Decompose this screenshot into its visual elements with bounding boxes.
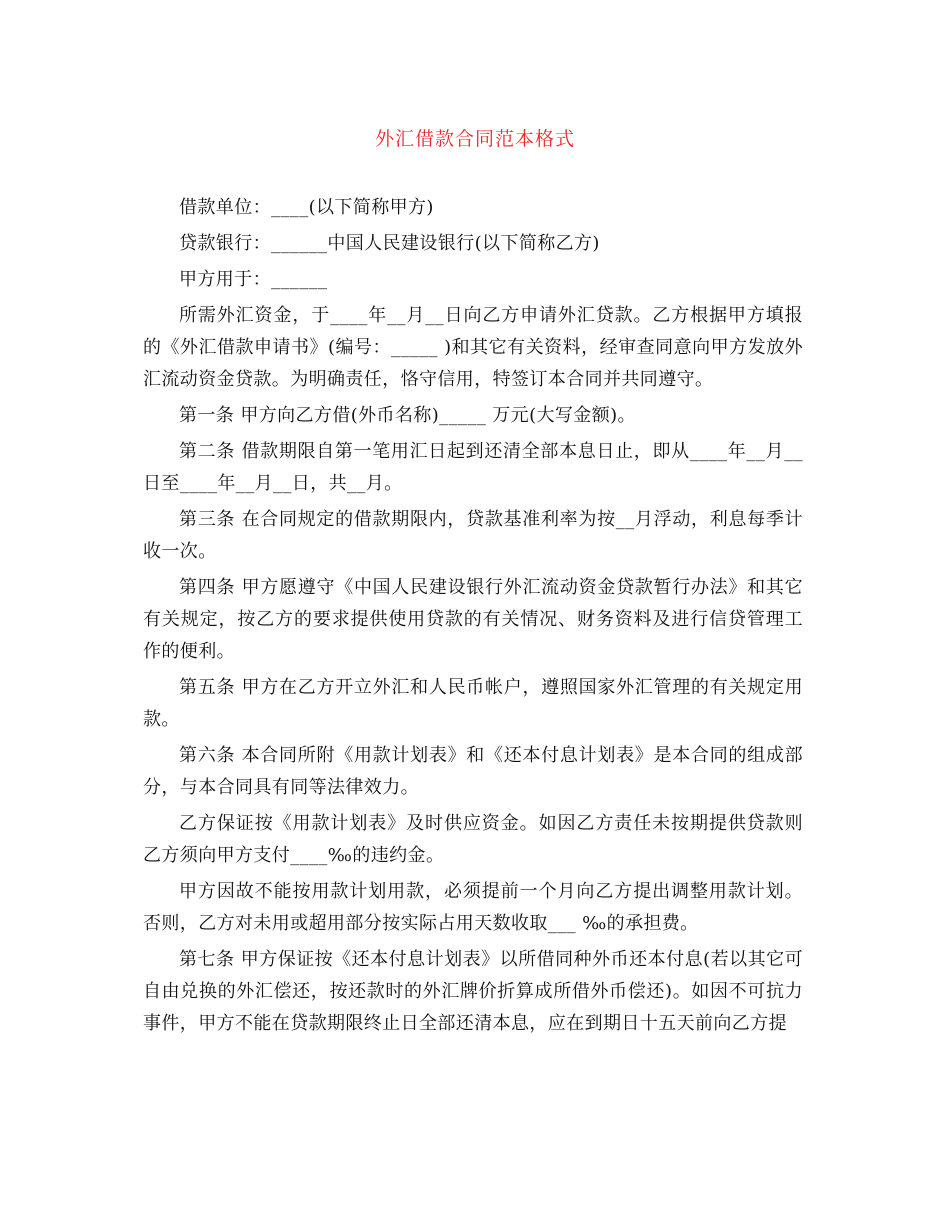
paragraph-preamble: 所需外汇资金，于____年__月__日向乙方申请外汇贷款。乙方根据甲方填报的《外汇借款申请书》(编号：_____ )和其它有关资料，经审查同意向甲方发放外汇流动资金贷款。为明确责任，恪守信用，特签订本合同并共同遵守。 [143, 305, 803, 390]
paragraph-article-5: 第五条 甲方在乙方开立外汇和人民币帐户，遵照国家外汇管理的有关规定用款。 [143, 677, 803, 730]
paragraph-article-6: 第六条 本合同所附《用款计划表》和《还本付息计划表》是本合同的组成部分，与本合同具有同等法律效力。 [143, 745, 803, 798]
paragraph-article-7: 第七条 甲方保证按《还本付息计划表》以所借同种外币还本付息(若以其它可自由兑换的外汇偿还，按还款时的外汇牌价折算成所借外币偿还)。如因不可抗力事件，甲方不能在贷款期限终止日全部还清本息，应在到期日十五天前向乙方提 [143, 949, 803, 1034]
paragraph-lender: 贷款银行：______中国人民建设银行(以下简称乙方) [179, 233, 600, 254]
document-body [143, 192, 803, 1044]
paragraph-borrower-adjustment: 甲方因故不能按用款计划用款，必须提前一个月向乙方提出调整用款计划。否则，乙方对未用或超用部分按实际占用天数收取___ ‰的承担费。 [143, 881, 803, 934]
paragraph-lender-guarantee: 乙方保证按《用款计划表》及时供应资金。如因乙方责任未按期提供贷款则乙方须向甲方支付____‰的违约金。 [143, 813, 803, 866]
paragraph-article-2: 第二条 借款期限自第一笔用汇日起到还清全部本息日止，即从____年__月__日至____年__月__日，共__月。 [143, 441, 803, 494]
paragraph-borrower: 借款单位：____(以下简称甲方) [179, 197, 434, 218]
paragraph-article-3: 第三条 在合同规定的借款期限内，贷款基准利率为按__月浮动，利息每季计收一次。 [143, 509, 803, 562]
paragraph-article-4: 第四条 甲方愿遵守《中国人民建设银行外汇流动资金贷款暂行办法》和其它有关规定，按乙方的要求提供使用贷款的有关情况、财务资料及进行信贷管理工作的便利。 [143, 577, 803, 662]
paragraph-purpose: 甲方用于：______ [179, 269, 328, 290]
paragraph-article-1: 第一条 甲方向乙方借(外币名称)_____ 万元(大写金额)。 [179, 405, 636, 426]
document-title: 外汇借款合同范本格式 [374, 128, 575, 150]
